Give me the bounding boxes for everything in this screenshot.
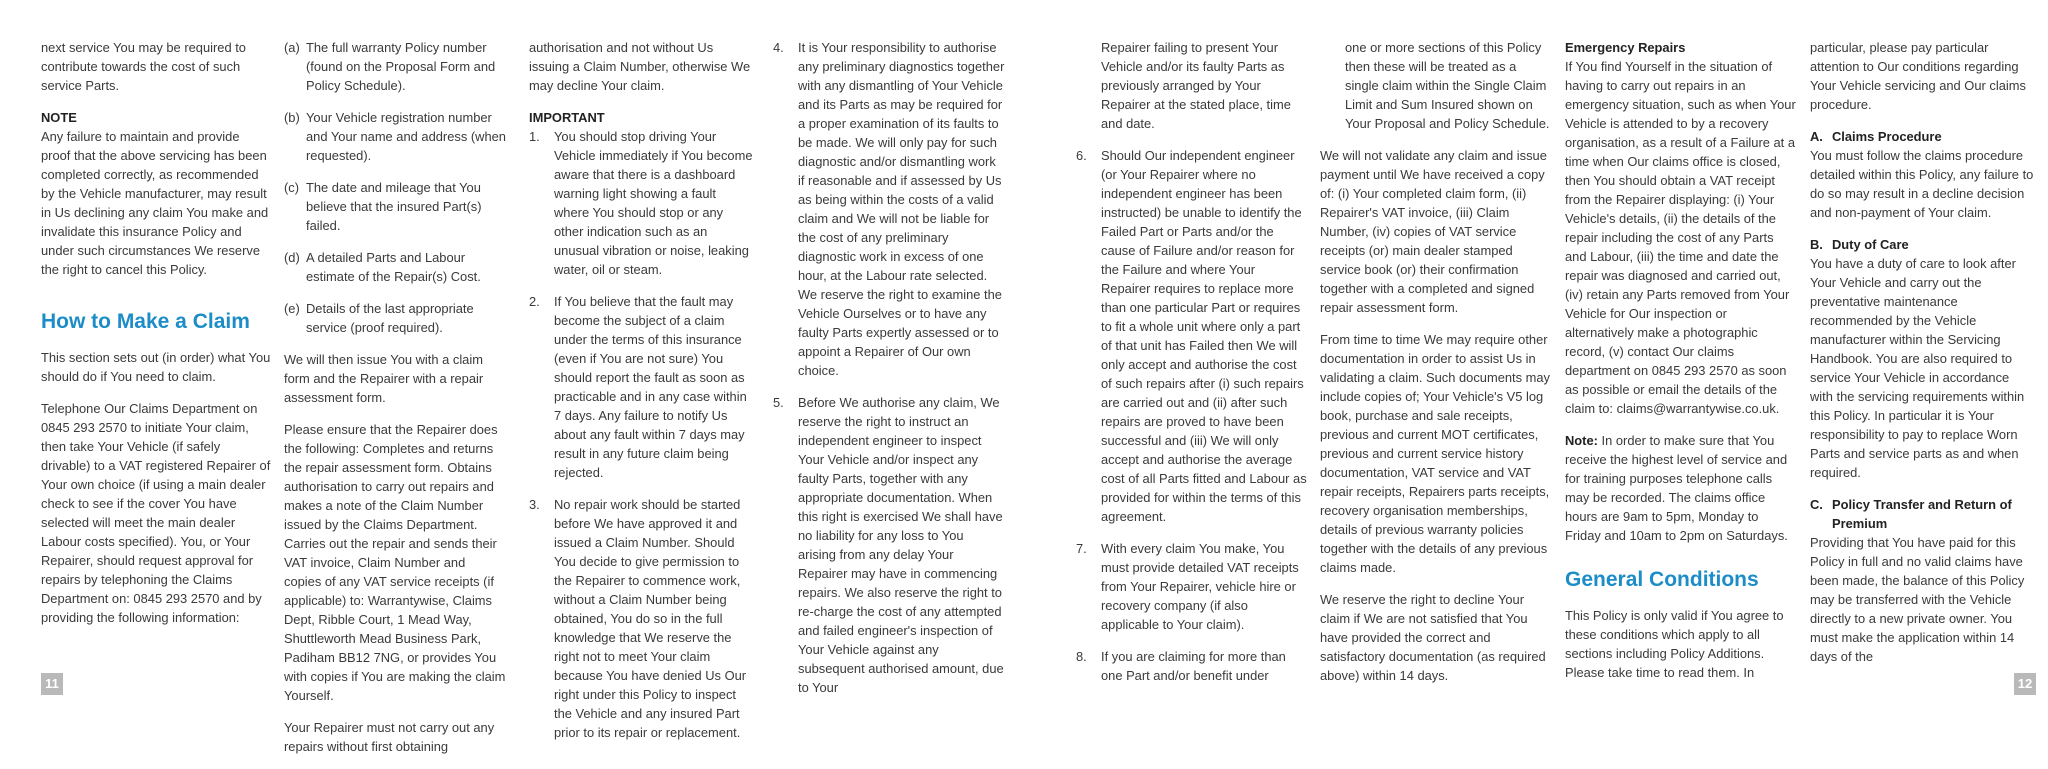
paragraph: next service You may be required to contribute towards the cost of such service Parts.: [41, 40, 246, 93]
paragraph: We will not validate any claim and issue payment until We have received a copy of: (i) Your completed claim form, (ii) Repairer's VAT invoice, (iii) Claim Number, (iv) copies of VAT service receipts (or) main dealer stamped service book (or) their confirmation together with a completed and signed repair assessment form.: [1320, 148, 1547, 315]
list-label: (b): [284, 110, 300, 125]
list-label: (c): [284, 180, 300, 195]
subheading-label: B.: [1810, 237, 1823, 252]
paragraph: You have a duty of care to look after Your Vehicle and carry out the preventative maintenance recommended by the Vehicle manufacturer within the Servicing Handbook. You are also required to service Your Vehicle in accordance with the servicing requirements within this Policy. In particular it is Your responsibility to pay to replace Worn Parts and service parts as and when required.: [1810, 256, 2025, 480]
list-text: If You believe that the fault may become the subject of a claim under the terms of this insurance (even if You are not sure) You should report the fault as soon as practicable and in any case within 7 days. Any failure to notify Us about any fault within 7 days may result in any future claim being rejected.: [554, 294, 747, 480]
note-text: In order to make sure that You receive the highest level of service and for training purposes telephone calls may be recorded. The claims office hours are 9am to 5pm, Monday to Friday and 10am to 2pm on Saturdays.: [1565, 433, 1788, 543]
list-item: [773, 38, 1005, 380]
list-item: [284, 108, 506, 165]
list-label: 2.: [529, 294, 540, 309]
subheading-label: C.: [1810, 497, 1823, 512]
list-text: If you are claiming for more than one Part and/or benefit under: [1101, 649, 1286, 683]
list-item: [1076, 647, 1308, 685]
list-label: (d): [284, 250, 300, 265]
list-label: 1.: [529, 129, 540, 144]
list-item: [773, 393, 1005, 697]
subheading-label: A.: [1810, 129, 1823, 144]
important-label: IMPORTANT: [529, 110, 605, 125]
paragraph: We reserve the right to decline Your claim if We are not satisfied that You have provided the correct and satisfactory documentation (as required above) within 14 days.: [1320, 592, 1546, 683]
subheading-title: Policy Transfer and Return of Premium: [1832, 497, 2012, 531]
list-text: Details of the last appropriate service (proof required).: [306, 301, 474, 335]
list-text: With every claim You make, You must provide detailed VAT receipts from Your Repairer, vehicle hire or recovery company (if also applicable to Your claim).: [1101, 541, 1299, 632]
paragraph: This Policy is only valid if You agree to these conditions which apply to all sections including Policy Additions. Please take time to read them. In: [1565, 608, 1784, 680]
list-item: [1076, 146, 1308, 526]
paragraph: Providing that You have paid for this Policy in full and no valid claims have been made, the balance of this Policy may be transferred with the Vehicle directly to a new private owner. You must make the application within 14 days of the: [1810, 535, 2025, 664]
list-item: [284, 178, 506, 235]
continued-paragraph: one or more sections of this Policy then these will be treated as a single claim within the Single Claim Limit and Sum Insured shown on Your Proposal and Policy Schedule.: [1345, 40, 1550, 131]
paragraph: authorisation and not without Us issuing a Claim Number, otherwise We may decline Your claim.: [529, 40, 751, 93]
list-text: Should Our independent engineer (or Your Repairer where no independent engineer has been instructed) be unable to identify the Failed Part or Parts and/or the cause of Failure and/or reason for the Failure and where Your Repairer requires to replace more than one particular Part or requires to fit a whole unit where only a part of that unit has Failed then We will only accept and authorise the cost of such repairs after (i) such repairs are carried out and (ii) after such repairs are proved to have been successful and (iii) We will only accept and authorise the average cost of all Parts fitted and Labour as provided for within the terms of this agreement.: [1101, 148, 1307, 524]
list-text: It is Your responsibility to authorise any preliminary diagnostics together with any dismantling of Your Vehicle and its Parts as may be required for a proper examination of its faults to be made. We will only pay for such diagnostic and/or dismantling work if reasonable and if assessed by Us as being within the costs of a valid claim and We will not be liable for the cost of any preliminary diagnostic work in excess of one hour, at the Labour rate selected. We reserve the right to examine the Vehicle Ourselves or to have any faulty Parts expertly assessed or to appoint a Repairer of Our own choice.: [798, 40, 1005, 378]
list-label: (a): [284, 40, 300, 55]
list-label: 8.: [1076, 649, 1087, 664]
list-text: A detailed Parts and Labour estimate of the Repair(s) Cost.: [306, 250, 481, 284]
column-8: [1810, 38, 2035, 679]
paragraph: If You find Yourself in the situation of having to carry out repairs in an emergency situation, such as when Your Vehicle is attended to by a recovery organisation, as a result of a Failure at a time when Our claims office is closed, then You should obtain a VAT receipt from the Repairer displaying: (i) Your Vehicle's details, (ii) the details of the repair including the cost of any Parts and Labour, (iii) the time and date the repair was diagnosed and carried out, (iv) retain any Parts removed from Your Vehicle for Our inspection or alternatively make a photographic record, (v) contact Our claims department on 0845 293 2570 as soon as possible or email the details of the claim to: claims@warrantywise.co.uk.: [1565, 59, 1796, 416]
section-heading-emergency-repairs: Emergency Repairs: [1565, 40, 1686, 55]
paragraph: This section sets out (in order) what You should do if You need to claim.: [41, 350, 271, 384]
paragraph: Your Repairer must not carry out any repairs without first obtaining: [284, 720, 495, 754]
list-item: [284, 38, 506, 95]
note-label: Note:: [1565, 433, 1598, 448]
list-label: (e): [284, 301, 300, 316]
list-text: Before We authorise any claim, We reserve the right to instruct an independent engineer to inspect Your Vehicle and/or inspect any faulty Parts, together with any appropriate documentation. When this right is exercised We shall have no liability for any loss to You arising from any delay Your Repairer may have in commencing repairs. We also reserve the right to re-charge the cost of any attempted and failed engineer's inspection of Your Vehicle against any subsequent authorised amount, due to Your: [798, 395, 1004, 695]
list-item: [529, 495, 754, 742]
list-label: 7.: [1076, 541, 1087, 556]
continued-paragraph: Repairer failing to present Your Vehicle and/or its faulty Parts as previously arranged by Your Repairer at the stated place, time and date.: [1101, 40, 1291, 131]
note-label: NOTE: [41, 110, 77, 125]
paragraph: Telephone Our Claims Department on 0845 293 2570 to initiate Your claim, then take Your Vehicle (if safely drivable) to a VAT registered Repairer of Your own choice (if using a main dealer check to see if the cover You have selected will meet the main dealer Labour costs specified). You, or Your Repairer, should request approval for repairs by telephoning the Claims Department on: 0845 293 2570 and by providing the following information:: [41, 401, 271, 625]
page-number-left: 11: [41, 673, 63, 695]
column-5: [1076, 38, 1308, 698]
column-7: [1565, 38, 1796, 695]
list-item: [529, 292, 754, 482]
list-label: 5.: [773, 395, 784, 410]
column-6: [1320, 38, 1552, 698]
list-text: The full warranty Policy number (found on the Proposal Form and Policy Schedule).: [306, 40, 496, 93]
subheading-title: Claims Procedure: [1832, 129, 1942, 144]
column-2: [284, 38, 506, 769]
note-paragraph: [1565, 431, 1796, 545]
list-item: [529, 127, 754, 279]
column-3: [529, 38, 754, 755]
list-text: The date and mileage that You believe that the insured Part(s) failed.: [306, 180, 482, 233]
paragraph: particular, please pay particular attention to Our conditions regarding Your Vehicle servicing and Our claims procedure.: [1810, 40, 2026, 112]
column-1: [41, 38, 271, 640]
subheading-policy-transfer: [1810, 495, 2035, 533]
page-number-right: 12: [2014, 673, 2036, 695]
paragraph: We will then issue You with a claim form and the Repairer with a repair assessment form.: [284, 352, 484, 405]
list-label: 6.: [1076, 148, 1087, 163]
paragraph: From time to time We may require other documentation in order to assist Us in validating a claim. Such documents may include copies of; Your Vehicle's V5 log book, purchase and sale receipts, previous and current MOT certificates, previous and current service history documentation, VAT service and VAT repair receipts, Repairers parts receipts, recovery organisation memberships, details of previous warranty policies together with the details of any previous claims made.: [1320, 332, 1550, 575]
list-label: 3.: [529, 497, 540, 512]
paragraph: You must follow the claims procedure detailed within this Policy, any failure to do so may result in a decline decision and non-payment of Your claim.: [1810, 148, 2034, 220]
list-label: 4.: [773, 40, 784, 55]
list-item: [284, 248, 506, 286]
list-text: No repair work should be started before We have approved it and issued a Claim Number. Should You decide to give permission to the Repairer to commence work, without a Claim Number being obtained, You do so in the full knowledge that We reserve the right not to meet Your claim because You have denied Us Our right under this Policy to inspect the Vehicle and any insured Part prior to its repair or replacement.: [554, 497, 747, 740]
subheading-title: Duty of Care: [1832, 237, 1909, 252]
column-4: [773, 38, 1005, 710]
list-text: You should stop driving Your Vehicle immediately if You become aware that there is a dashboard warning light showing a fault where You should stop or any other indication such as an unusual vibration or noise, leaking water, oil or steam.: [554, 129, 753, 277]
section-heading-general-conditions: General Conditions: [1565, 568, 1759, 591]
paragraph: Please ensure that the Repairer does the following: Completes and returns the repair assessment form. Obtains authorisation to carry out repairs and makes a note of the Claim Number issued by the Claims Department. Carries out the repair and sends their VAT invoice, Claim Number and copies of any VAT service receipts (if applicable) to: Warrantywise, Claims Dept, Ribble Court, 1 Mead Way, Shuttleworth Mead Business Park, Padiham BB12 7NG, or provides You with copies if You are making the claim Yourself.: [284, 422, 506, 703]
section-heading-how-to-make-a-claim: How to Make a Claim: [41, 310, 250, 333]
list-item: [284, 299, 506, 337]
subheading-duty-of-care: [1810, 235, 2035, 254]
subheading-claims-procedure: [1810, 127, 2035, 146]
list-item: [1076, 539, 1308, 634]
note-text: Any failure to maintain and provide proof that the above servicing has been completed correctly, as recommended by the Vehicle manufacturer, may result in Us declining any claim You make and invalidate this insurance Policy and under such circumstances We reserve the right to cancel this Policy.: [41, 129, 269, 277]
list-text: Your Vehicle registration number and Your name and address (when requested).: [306, 110, 506, 163]
